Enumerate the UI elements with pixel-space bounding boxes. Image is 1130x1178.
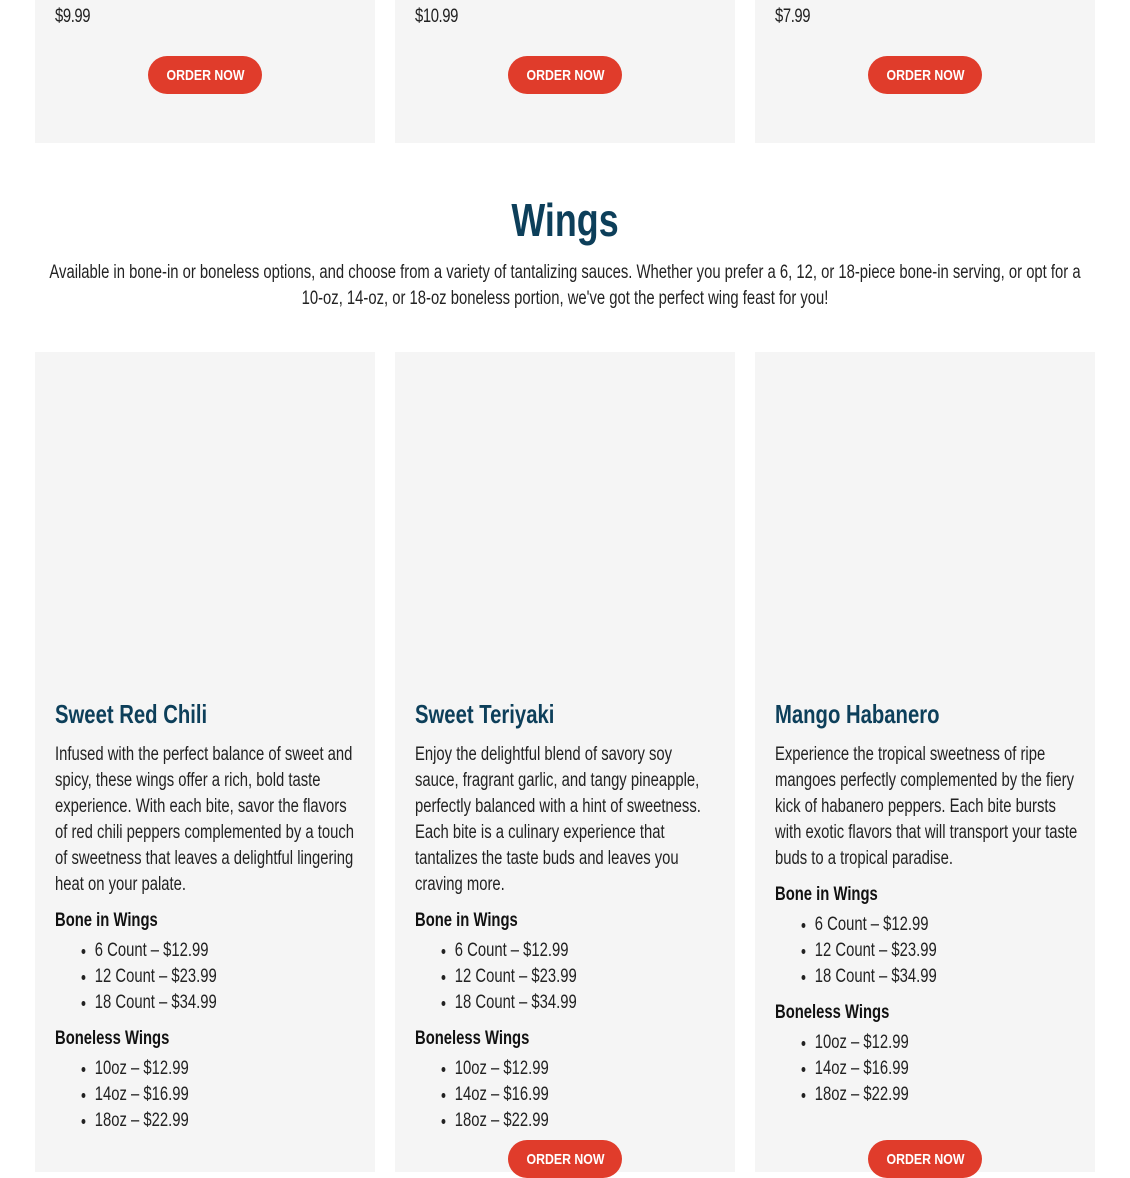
list-item: • 14oz – $16.99 [455,1082,719,1108]
menu-card-top-2 [395,0,735,143]
list-item: • 10oz – $12.99 [815,1030,1079,1056]
list-item: • 18oz – $22.99 [95,1108,359,1134]
list-item: • 18 Count – $34.99 [95,990,359,1016]
wing-card-sweet-teriyaki [395,352,735,1172]
boneless-list [415,1056,719,1134]
card-title: Sweet Red Chili [55,699,208,729]
card-description: Experience the tropical sweetness of ripe mangoes perfectly complemented by the fiery kick of habanero peppers. Each bite bursts with exotic flavors that will transport your taste buds to a tropical paradise. [775,744,1078,869]
card-description: Infused with the perfect balance of sweet and spicy, these wings offer a rich, bold taste experience. With each bite, savor the flavors of red chili peppers complemented by a touch of sweetness that leaves a delightful lingering heat on your palate. [55,744,355,895]
list-item: • 6 Count – $12.99 [815,912,1079,938]
wing-card-sweet-red-chili [35,352,375,1172]
menu-card-top-3 [755,0,1095,143]
product-image [755,352,1095,682]
bone-in-list [775,912,1079,990]
boneless-label: Boneless Wings [415,1028,530,1049]
boneless-label: Boneless Wings [55,1028,170,1049]
order-now-label: ORDER NOW [526,66,604,84]
wing-card-mango-habanero [755,352,1095,1172]
section-title: Wings [511,194,619,246]
price: $7.99 [775,6,811,27]
bone-in-label: Bone in Wings [55,910,158,931]
card-description: Enjoy the delightful blend of savory soy sauce, fragrant garlic, and tangy pineapple, perfectly balanced with a hint of sweetness. Each bite is a culinary experience that tantalizes the taste buds and leaves you craving more. [415,744,701,895]
list-item: • 18 Count – $34.99 [815,964,1079,990]
order-now-label: ORDER NOW [886,66,964,84]
list-item: • 18oz – $22.99 [455,1108,719,1134]
boneless-label: Boneless Wings [775,1002,890,1023]
boneless-list [55,1056,359,1134]
order-now-label: ORDER NOW [166,66,244,84]
order-now-label: ORDER NOW [886,1150,964,1168]
bone-in-list [415,938,719,1016]
order-now-label: ORDER NOW [526,1150,604,1168]
product-image [35,352,375,682]
order-now-button[interactable] [508,1140,622,1178]
price: $9.99 [55,6,91,27]
list-item: • 6 Count – $12.99 [455,938,719,964]
section-description: Available in bone-in or boneless options, and choose from a variety of tantalizing sauces. Whether you prefer a 6, 12, or 18-piece bone-in serving, or opt for a 10-oz, 14-oz, or 18-oz boneless portion, we've got the perfect wing feast for you! [49,262,1081,309]
order-now-button[interactable] [868,56,982,94]
bone-in-label: Bone in Wings [415,910,518,931]
list-item: • 18oz – $22.99 [815,1082,1079,1108]
list-item: • 12 Count – $23.99 [455,964,719,990]
list-item: • 12 Count – $23.99 [815,938,1079,964]
list-item: • 10oz – $12.99 [95,1056,359,1082]
menu-card-top-1 [35,0,375,143]
order-now-button[interactable] [508,56,622,94]
bone-in-list [55,938,359,1016]
product-image [395,352,735,682]
boneless-list [775,1030,1079,1108]
list-item: • 14oz – $16.99 [95,1082,359,1108]
order-now-button[interactable] [148,56,262,94]
card-title: Mango Habanero [775,699,940,729]
list-item: • 10oz – $12.99 [455,1056,719,1082]
card-title: Sweet Teriyaki [415,699,555,729]
list-item: • 18 Count – $34.99 [455,990,719,1016]
list-item: • 14oz – $16.99 [815,1056,1079,1082]
price: $10.99 [415,6,458,27]
bone-in-label: Bone in Wings [775,884,878,905]
order-now-button[interactable] [868,1140,982,1178]
list-item: • 6 Count – $12.99 [95,938,359,964]
list-item: • 12 Count – $23.99 [95,964,359,990]
